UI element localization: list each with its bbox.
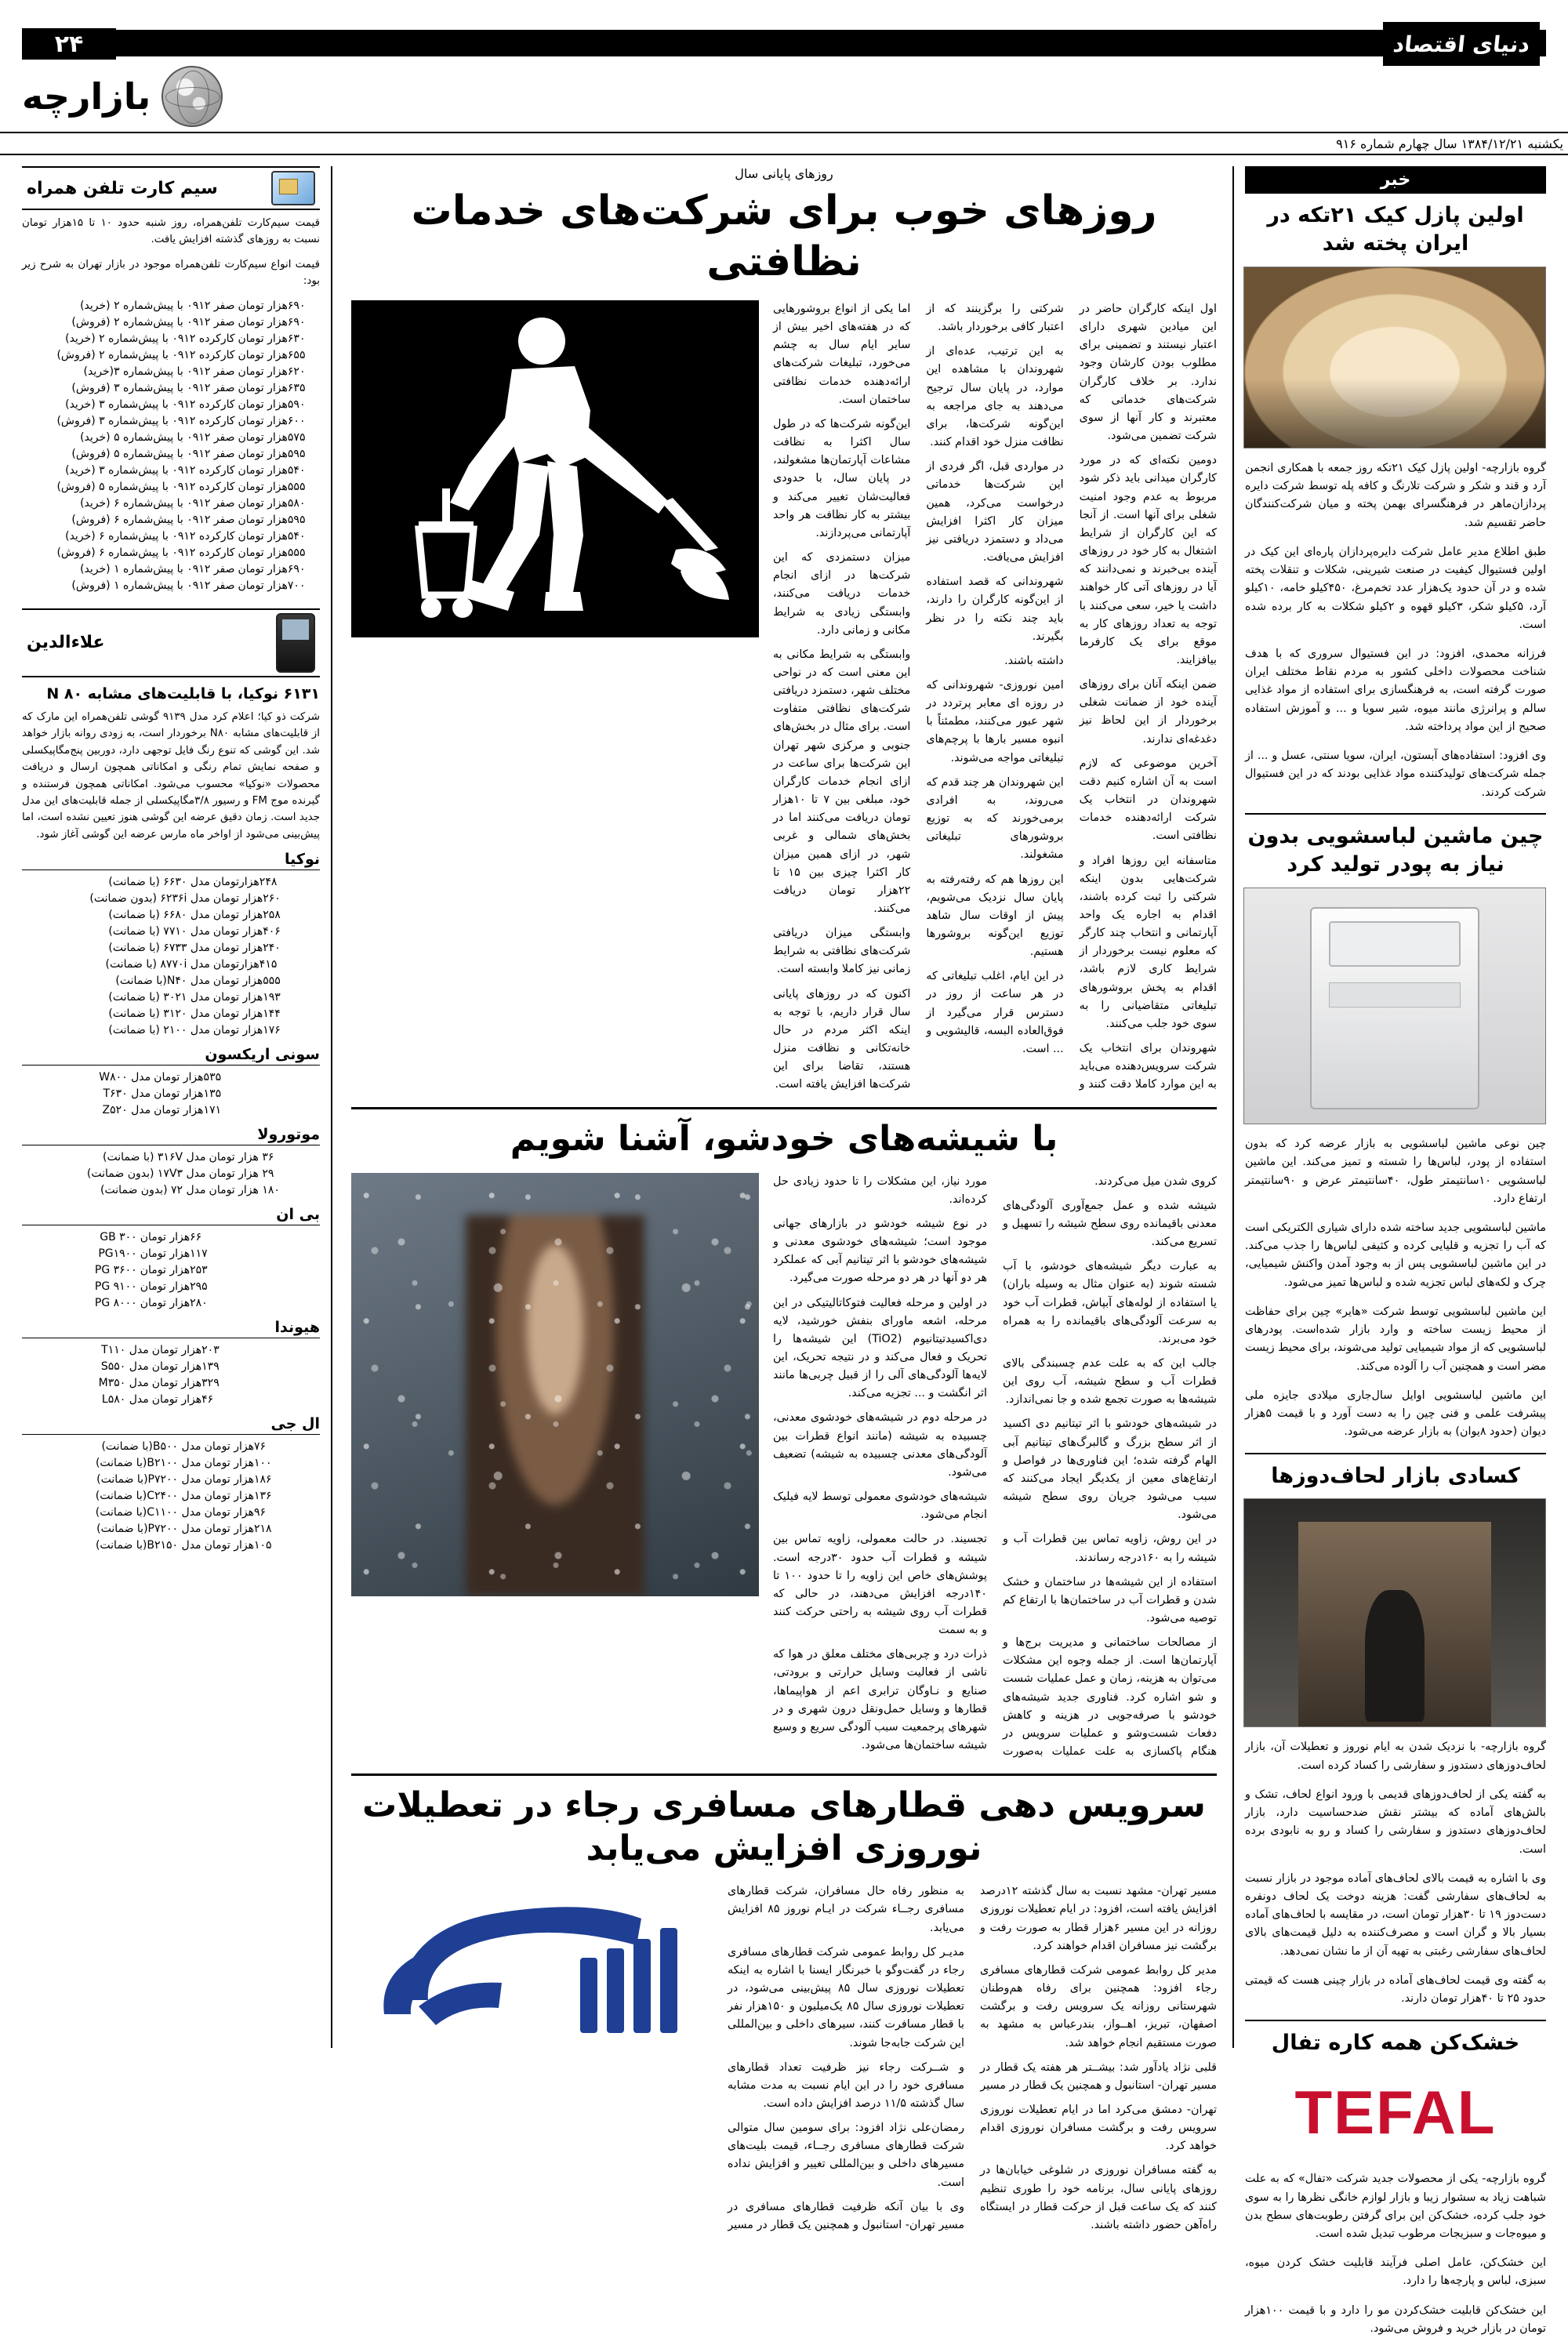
washer-photo <box>1243 888 1546 1124</box>
price-value: ۱۹۳هزار تومان <box>212 990 281 1004</box>
table-row <box>22 873 320 890</box>
table-row <box>22 1245 320 1262</box>
table-row <box>22 1069 320 1085</box>
brand-hyundai-label: هیوندا <box>22 1319 320 1338</box>
table-row <box>22 314 320 331</box>
article-kicker: روزهای پایانی سال <box>735 166 833 181</box>
price-value: ۲۹۵هزار تومان <box>140 1280 208 1293</box>
table-row <box>22 1294 320 1311</box>
table-row <box>22 1537 320 1553</box>
article-paragraph: این شهروندان هر چند قدم که می‌روند، به افرادی برمی‌خورند که به توزیع بروشورهای تبلیغاتی مشغولند. <box>926 775 1064 862</box>
brief-title: چین ماشین لباسشویی بدون نیاز به پودر تولید کرد <box>1247 824 1544 877</box>
alaeddin-title: علاءالدین <box>27 633 105 653</box>
price-value: ۴۶هزار تومان <box>151 1392 214 1406</box>
article-paragraph: شهروندانی که قصد استفاده از این‌گونه کارگران را دارند، باید چند نکته را در نظر بگیرند. <box>926 575 1064 643</box>
table-row <box>22 939 320 956</box>
table-row <box>22 1358 320 1374</box>
sim-card-note: قیمت سیم‌کارت تلفن‌همراه، روز شنبه حدود ۱۰ تا ۱۵هزار تومان نسبت به روزهای گذشته افزایش یافت. <box>22 217 320 246</box>
price-label: مدل T۶۳۰ <box>103 1087 151 1100</box>
table-row <box>22 545 320 561</box>
price-value: ۶۹۰هزار تومان <box>238 300 306 313</box>
article-paragraph: وابستگی به شرایط مکانی به این معنی است که در نواحی مختلف شهر، دستمزد دریافتی شرکت‌های نظافتی متفاوت است. برای مثال در بخش‌های جنوبی و مرکزی شهر تهران این شرکت‌ها برای ساعت در ازای انجام خدمات کارگران خود، مبلغی بین ۷ تا ۱۰هزار تومان دریافت می‌کنند اما در بخش‌های شمالی و غربی شهر، در ازای همین میزان کار اکثرا چیزی بین ۱۵ تا ۲۲هزار تومان دریافت می‌کنند. <box>773 648 911 915</box>
price-label: مدل ۷۲ (بدون ضمانت) <box>100 1183 206 1196</box>
brief-paragraph: به گفته یکی از لحاف‌دوزهای قدیمی با ورود انواع لحاف، تشک و بالش‌های آماده که بیشتر نقش ضدحساسیت دارد، بازار لحاف‌دوزهای دستدوز و سفارشی را کساد و رو به نابودی برده است. <box>1245 1788 1546 1856</box>
price-label: کارکرده ۰۹۱۲ با پیش‌شماره ۶ (خرید) <box>65 530 235 543</box>
sim-card-price-table <box>22 298 320 594</box>
price-label: کارکرده ۰۹۱۲ با پیش‌شماره ۳ (فروش) <box>56 415 235 428</box>
brief-paragraph: چین نوعی ماشین لباسشویی به بازار عرضه کرد که بدون استفاده از پودر، لباس‌ها را شسته و تمیز می‌کند. این ماشین لباسشویی ۱۰سانتیمتر طول، ۴۰سانتیمتر عرض و ۹۰سانتیمتر ارتفاع دارد. <box>1245 1138 1546 1205</box>
price-label: صفر ۰۹۱۲ با پیش‌شماره ۱ (فروش) <box>71 579 235 593</box>
price-label: کارکرده ۰۹۱۲ با پیش‌شماره ۶ (فروش) <box>56 546 235 560</box>
price-label: مدل B۲۱۵۰(با ضمانت) <box>95 1538 201 1552</box>
price-label: GB ۳۰۰ <box>100 1230 137 1243</box>
price-label: مدل T۱۱۰ <box>101 1343 149 1356</box>
article-paragraph: این‌گونه شرکت‌ها که در طول سال اکثرا به نظافت مشاعات آپارتمان‌ها مشغولند، در پایان سال، با حدودی فعالیت‌شان تغییر می‌کند و بیشتر به کار نظافت هر واحد آپارتمانی می‌پردازند. <box>773 417 911 539</box>
price-value: ۲۰۳هزار تومان <box>151 1343 220 1356</box>
price-label: مدل B۲۱۰۰(با ضمانت) <box>95 1456 201 1469</box>
globe-icon <box>162 66 223 127</box>
price-label: مدل Z۵۲۰ <box>102 1103 151 1116</box>
table-row <box>22 578 320 594</box>
briefs-section-label: خبر <box>1245 166 1546 194</box>
price-value: ۱۳۵هزار تومان <box>154 1087 222 1100</box>
brief-paragraph: به گفته وی قیمت لحاف‌های آماده در بازار چینی هست که قیمتی حدود ۲۵ تا ۴۰هزار تومان دارند. <box>1245 1974 1546 2006</box>
price-value: ۱۴۴هزار تومان <box>212 1007 281 1020</box>
article-paragraph: در شیشه‌های خودشو با اثر تیتانیم دی اکسید از اثر سطح بزرگ و گالبرگ‌های تیتانیم آبی الهام گرفته شده؛ این فناوری‌ها در فواصل و ارتفاع‌های معین از یکدیگر ایجاد می‌کنند که سبب می‌شود جریان روی سطح شیشه می‌شود. <box>1003 1418 1217 1522</box>
price-value: ۴۰۶هزار تومان <box>212 924 281 938</box>
article-paragraph: در مرحله دوم در شیشه‌های خودشوی معدنی، چسبیده به شیشه (مانند انواع قطرات بین آلودگی‌های معدنی چسبیده به شیشه) تضعیف می‌شود. <box>773 1411 987 1479</box>
article-paragraph: در اولین و مرحله فعالیت فتوکاتالیتیکی در این مرحله، اشعه ماورای بنفش خورشید، لایه دی‌اکسیدتیتانیوم (TiO2) این شیشه‌ها را تحریک و فعال می‌کند و در نتیجه تحریک، این لایه‌ها آلودگی‌های آلی را از قبیل چربی‌ها مانند اثر انگشت و ... تجزیه می‌کند. <box>773 1296 987 1400</box>
divider <box>1245 813 1546 815</box>
article-paragraph: دومین نکته‌ای که در مورد کارگران میدانی باید ذکر شود مربوط به عدم وجود امنیت شغلی برای آنها است. از آنجا که این کارگران از شرایط اشتغال به کار خود در روزهای آینده بی‌خبرند و نمی‌دانند که آیا در روزهای آتی کار خواهند داشت یا خیر، سعی می‌کنند با توجه به تعداد روزهای کار به موقع برای یک کارفرما بیافزایند. <box>1079 454 1217 666</box>
price-label: مدل ۳۱۶V (با ضمانت) <box>103 1150 206 1164</box>
price-value: ۶۶هزار تومان <box>140 1230 202 1243</box>
second-article-body <box>773 1173 1217 1762</box>
price-label: PG ۸۰۰۰ <box>94 1296 137 1309</box>
price-value: ۹۶هزار تومان <box>204 1505 266 1519</box>
table-row <box>22 1487 320 1504</box>
price-value: ۱۷۶هزار تومان <box>212 1023 281 1036</box>
price-label: کارکرده ۰۹۱۲ با پیش‌شماره ۲ (فروش) <box>56 349 235 362</box>
article-paragraph: به عبارت دیگر شیشه‌های خودشو، با آب شسته شوند (به عنوان مثال به وسیله باران) یا استفاده از لوله‌های آبپاش، قطرات آب خود به سرعت آلودگی‌های باقیمانده را به همراه خود می‌برند. <box>1003 1260 1217 1345</box>
price-label: مدل ۷۷۱۰ (با ضمانت) <box>108 924 210 938</box>
price-label: صفر ۰۹۱۲ با پیش‌شماره ۳(خرید) <box>83 365 235 379</box>
masthead <box>22 0 1546 118</box>
price-value: ۳۲۹هزار تومان <box>151 1376 220 1389</box>
brief-paragraph: این خشک‌کن قابلیت خشک‌کردن مو را دارد و با قیمت ۱۰۰هزار تومان در بازار خرید و فروش می‌شود. <box>1245 2304 1546 2336</box>
brand-sony-ericsson-label: سونی اریکسون <box>22 1046 320 1066</box>
article-paragraph: به این ترتیب، عده‌ای از شهروندان با مشاهده این موارد، در پایان سال ترجیح می‌دهند به جای مراجعه به این‌گونه شرکت‌ها، برای نظافت منزل خود اقدام کنند. <box>926 345 1064 449</box>
article-paragraph: و شــرکت رجاء نیز ظرفیت تعداد قطارهای مسافری خود را در این ایام نسبت به مدت مشابه سال گذشته ۱۱/۵ درصد افزایش داده است. <box>728 2060 964 2110</box>
brief-paragraph: گروه بازارچه- اولین پازل کیک ۲۱تکه روز جمعه با همکاری انجمن آرد و قند و شکر و شرکت تلارنگ و کافه پله توسط شرکت دایره پردازان‌ماهر در فرهنگسرای بهمن پخته و میان شرکت‌کنندگان حاضر تقسیم شد. <box>1245 462 1546 529</box>
price-label: کارکرده ۰۹۱۲ با پیش‌شماره ۳ (خرید) <box>65 464 235 477</box>
table-row <box>22 1022 320 1038</box>
brief-title: خشک‌کن همه کاره تفال <box>1271 2030 1520 2055</box>
content-grid <box>22 166 1546 2336</box>
price-value: ۲۶۰هزار تومان <box>212 891 281 905</box>
alaeddin-body: شرکت ذو کیا؛ اعلام کرد مدل ۹۱۳۹ گوشی تلفن‌همراه این مارک که از قابلیت‌های مشابه N۸۰ برخوردار است، به زودی روانه بازار خواهد شد. این گوشی که تنوع رنگ فایل توجهی دارد، دوربین پنج‌مگاپیکسلی و صفحه نمایش تمام رنگی و امکاناتی همچون ارسال و دریافت محصولات «نوکیا» محسوب می‌شود. امکاناتی همچون فرستنده و گیرنده موج FM و رسیور ۳/۸مگاپیکسلی از جمله قابلیت‌های این مدل جدید است. زمان دقیق عرضه این گوشی هنوز تعیین نشده است، اما پیش‌بینی می‌شود از اواخر ماه مارس عرضه این گوشی آغاز شود. <box>22 710 320 840</box>
price-value: ۵۹۰هزار تومان <box>238 398 306 412</box>
article-paragraph: ذرات درد و چربی‌های مختلف معلق در هوا که ناشی از فعالیت وسایل حرارتی و برودتی، صنایع و نـاوگان ترابری اعم از هواپیماها، قطارها و وسایل حمل‌ونقل درون شهری و در شهرهای پرجمعیت سبب آلودگی سریع و وسیع شیشه ساختمان‌ها می‌شود. <box>773 1648 987 1752</box>
brief-body <box>1245 2170 1546 2338</box>
rajaa-train-logo <box>351 1882 712 2063</box>
table-row <box>22 1341 320 1358</box>
price-value: ۶۰۰هزار تومان <box>238 415 306 428</box>
table-row <box>22 923 320 939</box>
brief-paragraph: طبق اطلاع مدیر عامل شرکت دایره‌پردازان پاره‌ای این کیک در اولین فستیوال کیفیت در صنعت شیرینی، شکلات و تنقلات پخته شده و در آن حدود یک‌هزار عدد تخم‌مرغ، ۴۵۰کیلو خامه، ۱۰کیلو آرد، ۵کیلو شکر، ۳کیلو قهوه و ۲کیلو شکلات به کار برده شده است. <box>1245 546 1546 631</box>
table-row <box>22 380 320 397</box>
price-value: ۶۵۵هزار تومان <box>238 349 306 362</box>
price-value: ۶۲۰هزار تومان <box>238 365 306 379</box>
article-paragraph: شهروندان برای انتخاب یک شرکت سرویس‌دهنده می‌باید به این موارد کاملا دقت کنند و شرکتی را برگزینند که از اعتبار کافی برخوردار باشد. <box>926 303 1217 1091</box>
article-paragraph: در مواردی قبل، اگر فردی از این شرکت‌ها خدماتی درخواست می‌کرد، همین میزان کار اکثرا افزایش می‌داد و دستمزد دریافتی نیز افزایش می‌یافت. <box>926 460 1064 565</box>
divider <box>1245 1453 1546 1454</box>
price-value: ۵۵۵هزار تومان <box>238 546 306 560</box>
table-row <box>22 1102 320 1118</box>
price-label: مدل L۵۸۰ <box>101 1392 149 1406</box>
price-label: مدل C۲۴۰۰(با ضمانت) <box>95 1489 201 1502</box>
price-label: مدل W۸۰۰ <box>99 1070 151 1084</box>
article-paragraph: میزان دستمزدی که این شرکت‌ها در ازای انجام خدمات دریافت می‌کنند، وابستگی زیادی به شرایط مکانی و زمانی دارد. <box>773 551 911 637</box>
article-paragraph: ضمن اینکه آنان برای روزهای آینده خود از ضمانت شغلی برخوردار از این لحاظ نیز دغدغه‌ای ندارند. <box>1079 678 1217 746</box>
article-paragraph: مدیر کل روابط عمومی شرکت قطارهای مسافری رجاء افزود: همچنین برای رفاه هم‌وطنان شهرستانی روزانه یک سرویس رفت و برگشت اصفهان، تبریز، اهــواز، بندرعباس به مشهد به صورت مستقیم انجام خواهد شد. <box>980 1963 1217 2049</box>
table-row <box>22 956 320 972</box>
table-row <box>22 364 320 380</box>
price-label: مدل ۶۶۸۰ (با ضمانت) <box>108 908 210 921</box>
article-paragraph: تجسیند. در حالت معمولی، زاویه تماس بین شیشه و قطرات آب حدود ۳۰درجه است. پوشش‌های خاص این زاویه را تا حدود ۱۰۰ تا ۱۴۰درجه افزایش می‌دهند، در حالی که قطرات آب روی شیشه به راحتی حرکت کنند و به سمت <box>773 1533 987 1637</box>
price-value: ۲۱۸هزار تومان <box>204 1522 272 1535</box>
article-paragraph: داشته باشند. <box>1004 654 1064 667</box>
article-paragraph: وابستگی میزان دریافتی شرکت‌های نظافتی به شرایط زمانی نیز کاملا وابسته است. <box>773 927 911 976</box>
article-paragraph: رمضان‌علی نژاد افزود: برای سومین سال متوالی شرکت قطارهای مسافری رجــاء، قیمت بلیت‌های مسیرهای داخلی و بین‌المللی تغییر و افزایش نداده است. <box>728 2122 964 2189</box>
price-value: ۵۸۰هزار تومان <box>238 497 306 510</box>
price-value: ۲۵۳هزار تومان <box>140 1263 208 1276</box>
section-header <box>22 67 351 125</box>
news-briefs-column <box>1232 166 1546 2336</box>
price-label: صفر ۰۹۱۲ با پیش‌شماره ۶ (فروش) <box>71 514 235 527</box>
price-label: صفر ۰۹۱۲ با پیش‌شماره ۲ (فروش) <box>71 316 235 329</box>
article-paragraph: به گفته مسافران نوروزی در شلوغی خیابان‌ها در روزهای پایانی سال، برنامه خود را طوری تنظیم کنند که یک ساعت قبل از حرکت قطار در ایستگاه راه‌آهن حضور داشته باشند. <box>980 2164 1217 2231</box>
tefal-logo: TEFAL <box>1294 2077 1497 2147</box>
newspaper-logo <box>1383 22 1540 66</box>
price-value: ۵۳۵هزار تومان <box>154 1070 222 1084</box>
table-row <box>22 1085 320 1102</box>
main-headline: روزهای خوب برای شرکت‌های خدمات نظافتی <box>411 187 1157 285</box>
table-row <box>22 561 320 578</box>
dateline <box>0 132 1568 155</box>
brand-lg-label: ال جی <box>22 1415 320 1435</box>
table-row <box>22 1182 320 1198</box>
price-label: مدل ۳۱۲۰ (با ضمانت) <box>108 1007 210 1020</box>
price-label: مدل S۵۵۰ <box>100 1360 149 1373</box>
article-paragraph: این روزها هم که رفته‌رفته به پایان سال نزدیک می‌شویم، پیش از اوقات سال شاهد توزیع این‌گونه بروشورها هستیم. <box>926 873 1064 959</box>
brief-paragraph: فرزانه محمدی، افزود: در این فستیوال سروری که با هدف شناخت محصولات داخلی کشور به مردم نقاط مختلف ایران صورت گرفته است، به فرهنگسازی برای استفاده از مواد غذایی سالم و پرانرژی مانند میوه، شیر سویا و ... و آموزش استفاده صحیح از این مواد پرداخته شد. <box>1245 648 1546 733</box>
brief-paragraph: گروه بازارچه- با نزدیک شدن به ایام نوروز و تعطیلات آن، بازار لحاف‌دوزهای دستدوز و سفارشی را کساد کرده است. <box>1245 1741 1546 1772</box>
main-article-column <box>351 166 1217 2231</box>
sim-card-title: سیم کارت تلفن همراه <box>27 178 218 198</box>
price-label: مدل ۶۷۳۳ (با ضمانت) <box>108 941 210 954</box>
price-value: ۱۸۰ هزار تومان <box>209 1183 280 1196</box>
price-value: ۲۵۸هزار تومان <box>212 908 281 921</box>
brief-body <box>1245 1738 1546 2008</box>
brand-hyundai-table <box>22 1341 320 1407</box>
table-row <box>22 479 320 496</box>
price-value: ۱۸۶هزار تومان <box>204 1472 272 1486</box>
article-paragraph: وی با بیان آنکه ظرفیت قطارهای مسافری در مسیر تهران- استانبول و همچنین یک قطار در مسیر <box>728 2200 964 2231</box>
cleaner-silhouette-photo <box>351 300 759 637</box>
table-row <box>22 1165 320 1182</box>
brief-paragraph: این خشک‌کن، عامل اصلی فرآیند قابلیت خشک کردن میوه، سبزی، لباس و پارچه‌ها را دارد. <box>1245 2256 1546 2288</box>
price-value: ۲۹ هزار تومان <box>209 1167 274 1180</box>
article-paragraph: جالب این که به علت عدم چسبندگی بالای قطرات آب و سطح شیشه، آب روی این شیشه‌ها به صورت تجمع شده و جا نمی‌اندازد. <box>1003 1356 1217 1407</box>
table-row <box>22 1374 320 1391</box>
brief-body <box>1245 459 1546 802</box>
third-article-body <box>728 1882 1217 2241</box>
price-label: صفر ۰۹۱۲ با پیش‌شماره ۱ (خرید) <box>80 563 235 576</box>
price-value: ۷۶هزار تومان <box>204 1439 266 1453</box>
article-paragraph: از مصالحات ساختمانی و مدیریت برج‌ها و آپارتمان‌ها است. از جمله وجوه این مشکلات می‌توان به هزینه، زمان و عمل عملیات شست و شو اشاره کرد. فناوری جدید شیشه‌های خودشو با صرفه‌جویی در هزینه و کاهش دفعات شست‌وشو و عملیات سرویس در هنگام پاکسازی به علت عملیات به‌صورت مورد نیاز، این مشکلات را تا حدود زیادی حل کرده‌اند. <box>773 1174 1217 1759</box>
table-row <box>22 1438 320 1454</box>
mobile-phone-icon <box>276 613 315 673</box>
price-value: ۵۴۰هزار تومان <box>238 530 306 543</box>
price-label: مدل M۳۵۰ <box>98 1376 149 1389</box>
table-row <box>22 397 320 413</box>
brief-paragraph: وی با اشاره به قیمت بالای لحاف‌های آماده موجود در بازار نسبت به لحاف‌های سفارشی گفت: هزینه دوخت یک لحاف دونفره دست‌دوز ۱۹ تا ۳۰هزار تومان است، در مقایسه با لحاف‌های آماده بسیار بالا و گران است و مصرف‌کننده به دلیل قیمت‌های بالای لحاف‌های سفارشی رغبتی به تهیه آن از ما نشان نمی‌دهد. <box>1245 1871 1546 1958</box>
price-value: ۲۸۰هزار تومان <box>140 1296 208 1309</box>
price-label: صفر ۰۹۱۲ با پیش‌شماره ۶ (خرید) <box>80 497 235 510</box>
divider <box>1245 2020 1546 2021</box>
table-row <box>22 496 320 512</box>
price-value: ۶۳۰هزار تومان <box>238 332 306 346</box>
brief-title: کسادی بازار لحاف‌دوزها <box>1271 1463 1520 1488</box>
price-label: PG۱۹۰۰ <box>98 1247 137 1260</box>
price-value: ۶۳۵هزار تومان <box>238 382 306 395</box>
brief-body <box>1245 1135 1546 1441</box>
article-paragraph: شیشه شده و عمل جمع‌آوری آلودگی‌های معدنی باقیمانده روی سطح شیشه را تسهیل و تسریع می‌کند. <box>1003 1199 1217 1249</box>
price-label: مدل ۱۷V۳ (بدون ضمانت) <box>86 1167 206 1180</box>
article-paragraph: متاسفانه این روزها افراد و شرکت‌هایی بدون اینکه شرکتی را ثبت کرده باشند، اقدام به اجاره یک واحد آپارتمانی و انتخاب چند کارگر که معلوم نیست برخوردار از شرایط کاری لازم باشد، اقدام به پخش بروشورهای تبلیغاتی متقاضیانی را به سوی خود جلب می‌کنند. <box>1079 854 1217 1030</box>
table-row <box>22 331 320 347</box>
price-label: مدل ۶۲۳۶i (بدون ضمانت) <box>89 891 210 905</box>
price-label: صفر ۰۹۱۲ با پیش‌شماره ۵ (فروش) <box>71 448 235 461</box>
price-value: ۱۱۷هزار تومان <box>140 1247 208 1260</box>
price-value: ۲۴۰هزار تومان <box>212 941 281 954</box>
price-label: مدل ۶۶۳۰ (با ضمانت) <box>108 875 210 888</box>
price-value: ۱۳۹هزار تومان <box>151 1360 220 1373</box>
price-label: کارکرده ۰۹۱۲ با پیش‌شماره ۵ (فروش) <box>56 481 235 494</box>
table-row <box>22 512 320 528</box>
article-paragraph: امین نوروزی- شهروندانی که در روزه ای معابر پرتردد در شهر عبور می‌کنند، مطمئناً با انبوه مسیر بارها با پرچم‌های تبلیغاتی مواجه می‌شوند. <box>926 678 1064 764</box>
article-paragraph: تهران- دمشق می‌کرد اما در ایام تعطیلات نوروزی سرویس رفت و برگشت مسافران نوروزی اقدام خواهد کرد. <box>980 2103 1217 2153</box>
article-paragraph: در نوع شیشه خودشو در بازارهای جهانی موجود است؛ شیشه‌های خودشوی معدنی و شیشه‌های خودشو با اثر تیتانیم آبی که عملکرد هر دو آنها در هر دو مرحله صورت می‌گیرد. <box>773 1217 987 1285</box>
brief-paragraph: وی افزود: استفاده‌های آبستون، ایران، سویا سنتی، عسل و ... از جمله شرکت‌های تولیدکننده مواد غذایی بودند که در این فستیوال شرکت کردند. <box>1245 750 1546 799</box>
table-row <box>22 1454 320 1471</box>
table-row <box>22 446 320 463</box>
price-label: مدل ۳۰۲۱ (با ضمانت) <box>108 990 210 1004</box>
price-label: مدل P۷۲۰۰(با ضمانت) <box>96 1522 201 1535</box>
price-label: PG ۹۱۰۰ <box>94 1280 137 1293</box>
article-paragraph: کروی شدن میل می‌کردند. <box>1094 1174 1217 1188</box>
article-paragraph: آخرین موضوعی که لازم است به آن اشاره کنیم دقت شهروندان در انتخاب یک شرکت ارائه‌دهنده خدمات نظافتی است. <box>1079 757 1217 843</box>
brand-benq-table <box>22 1229 320 1311</box>
newspaper-logo-text: دنیای اقتصاد <box>1392 31 1531 57</box>
article-paragraph: استفاده از این شیشه‌ها در ساختمان و خشک شدن و قطرات آب در ساختمان‌ها با ارتفاع کم توصیه می‌شود. <box>1003 1575 1217 1625</box>
brief-paragraph: گروه بازارچه- یکی از محصولات جدید شرکت «تفال» که به علت شباهت زیاد به سشوار زیبا و بازار لوازم خانگی نظرها را به سوی خود جلب کرده، خشک‌کن این برای گرفتن رطوبت‌های سطح بدن و میوه‌جات و سبزیجات مرطوب تبدیل شده است. <box>1245 2173 1546 2240</box>
rain-glass-photo <box>351 1173 759 1596</box>
article-paragraph: اما یکی از انواع بروشورهایی که در هفته‌های اخیر بیش از سایر ایام سال به چشم می‌خورد، تبلیغات شرکت‌های ارائه‌دهنده خدمات نظافتی ساختمان است. <box>773 303 911 406</box>
article-paragraph: در این روش، زاویه تماس بین قطرات آب و شیشه را به ۱۶۰درجه رساندند. <box>1003 1533 1217 1564</box>
brief-paragraph: این ماشین لباسشویی توسط شرکت «هایر» چین برای حفاظت از محیط زیست ساخته و وارد بازار شده‌است. پودرهای لباسشویی که از مواد شیمیایی تولید می‌شوند، برای محیط زیست مضر است و همچنین آب را آلوده می‌کند. <box>1245 1305 1546 1373</box>
price-label: صفر ۰۹۱۲ با پیش‌شماره ۵ (خرید) <box>80 431 235 445</box>
article-paragraph: مدیـر کل روابط عمومی شرکت قطارهای مسافری رجاء در گفت‌وگو با خبرنگار ایسنا با اشاره به اینکه تعطیلات نوروزی سال ۸۵ پیش‌بینی می‌شود، در تعطیلات نوروزی سال ۸۵ یک‌میلیون و ۱۵۰هزار نفر با قطار مسافرت کنند، سیرهای داخلی و بین‌المللی این شرکت جابه‌جا شوند. <box>728 1945 964 2049</box>
price-value: ۷۰۰هزار تومان <box>238 579 306 593</box>
table-row <box>22 1278 320 1294</box>
price-value: ۱۰۵هزار تومان <box>204 1538 272 1552</box>
table-row <box>22 989 320 1005</box>
price-value: ۵۹۵هزار تومان <box>238 514 306 527</box>
shop-photo <box>1243 1498 1546 1727</box>
price-label: PG ۳۶۰۰ <box>94 1263 137 1276</box>
main-article-body <box>773 300 1217 1095</box>
brief-item <box>1245 201 1546 802</box>
price-label: صفر ۰۹۱۲ با پیش‌شماره ۲ (خرید) <box>80 300 235 313</box>
brief-item <box>1245 2029 1546 2338</box>
price-value: ۱۷۱هزار تومان <box>154 1103 222 1116</box>
table-row <box>22 1262 320 1278</box>
sim-card-icon <box>271 171 315 205</box>
price-tables-column <box>22 166 332 2048</box>
price-label: مدل P۷۲۰۰(با ضمانت) <box>96 1472 201 1486</box>
brand-motorola-label: موتورولا <box>22 1126 320 1145</box>
table-row <box>22 413 320 430</box>
article-paragraph: قلبی نژاد یادآور شد: بیشــتر هر هفته یک قطار در مسیر تهران- استانبول و همچنین یک قطار در مسیر <box>980 2060 1217 2092</box>
table-row <box>22 1520 320 1537</box>
price-label: مدل ۸۷۷۰i (با ضمانت) <box>105 957 210 971</box>
table-row <box>22 347 320 364</box>
table-row <box>22 906 320 923</box>
divider <box>351 1773 1217 1776</box>
article-paragraph: مسیر تهران- مشهد نسبت به سال گذشته ۱۲درصد افزایش یافته است، افزود: در ایام تعطیلات نوروزی روزانه در این مسیر ۶هزار قطار به صورت رفت و برگشت نیز مسافران اقدام خواهند کرد. <box>980 1885 1217 1952</box>
price-label: صفر ۰۹۱۲ با پیش‌شماره ۳ (فروش) <box>71 382 235 395</box>
brief-item <box>1245 1462 1546 2009</box>
brief-title: اولین پازل کیک ۲۱تکه در ایران پخته شد <box>1267 203 1524 256</box>
price-value: ۲۴۸هزارتومان <box>212 875 278 888</box>
article-paragraph: اکنون که در روزهای پایانی سال قرار داریم، با توجه به اینکه اکثر مردم در حال خانه‌تکانی و نظافت منزل هستند، تقاضا برای این شرکت‌ها افزایش یافته است. <box>773 987 911 1091</box>
price-value: ۵۹۵هزار تومان <box>238 448 306 461</box>
article-paragraph: اول اینکه کارگران حاضر در این میادین شهری دارای اعتبار نیستند و تضمینی برای مطلوب بودن کارشان وجود ندارد. بر خلاف کارگران شرکت‌های خدماتی که معتبرند و کار آنها از سوی شرکت تضمین می‌شود. <box>1079 303 1217 443</box>
brand-sony-ericsson-table <box>22 1069 320 1118</box>
sim-card-header <box>22 166 320 210</box>
price-label: کارکرده ۰۹۱۲ با پیش‌شماره ۲ (خرید) <box>65 332 235 346</box>
price-value: ۵۷۵هزار تومان <box>238 431 306 445</box>
price-value: ۱۰۰هزار تومان <box>204 1456 272 1469</box>
table-row <box>22 1391 320 1407</box>
price-label: مدل ۲۱۰۰ (با ضمانت) <box>108 1023 210 1036</box>
table-row <box>22 463 320 479</box>
brief-paragraph: ماشین لباسشویی جدید ساخته شده دارای شیاری الکتریکی است که آب را تجزیه و قلیایی کرده و کثیفی لباس‌ها را جذب می‌کند. در این ماشین لباسشویی پس از به وجود آمدن واکنش شیمیایی، چرک و لکه‌های لباس تجزیه شده و لباس‌ها تمیز می‌شود. <box>1245 1222 1546 1289</box>
price-value: ۱۳۶هزار تومان <box>204 1489 272 1502</box>
brand-motorola-table <box>22 1149 320 1198</box>
price-label: مدل N۴۰(با ضمانت) <box>115 974 210 987</box>
price-label: کارکرده ۰۹۱۲ با پیش‌شماره ۳ (خرید) <box>65 398 235 412</box>
divider <box>351 1107 1217 1109</box>
brand-nokia-label: نوکیا <box>22 851 320 870</box>
price-value: ۶۹۰هزار تومان <box>238 563 306 576</box>
price-value: ۵۵۵هزار تومان <box>238 481 306 494</box>
table-row <box>22 1471 320 1487</box>
sim-card-subnote: قیمت انواع سیم‌کارت تلفن‌همراه موجود در بازار تهران به شرح زیر بود: <box>22 258 320 288</box>
brand-nokia-table <box>22 873 320 1038</box>
alaeddin-headline: ۶۱۳۱ نوکیا، با قابلیت‌های مشابه N ۸۰ <box>46 684 320 702</box>
table-row <box>22 298 320 314</box>
third-headline: سرویس دهی قطارهای مسافری رجاء در تعطیلات نوروزی افزایش می‌یابد <box>362 1785 1206 1869</box>
page-number: ۲۴ <box>22 28 116 60</box>
brief-item <box>1245 822 1546 1441</box>
masthead-black-bar <box>22 30 1546 56</box>
brand-lg-table <box>22 1438 320 1553</box>
price-value: ۶۹۰هزار تومان <box>238 316 306 329</box>
price-value: ۴۱۵هزارتومان <box>212 957 278 971</box>
cake-photo <box>1243 267 1546 448</box>
price-label: مدل C۱۱۰۰(با ضمانت) <box>95 1505 201 1519</box>
article-paragraph: شیشه‌های خودشوی معمولی توسط لایه فیلیک انجام می‌شود. <box>773 1490 987 1522</box>
table-row <box>22 1504 320 1520</box>
table-row <box>22 430 320 446</box>
alaeddin-header <box>22 608 320 677</box>
price-value: ۳۶ هزار تومان <box>209 1150 274 1164</box>
table-row <box>22 890 320 906</box>
price-value: ۵۴۰هزار تومان <box>238 464 306 477</box>
section-title: بازارچه <box>22 75 151 118</box>
article-paragraph: در این ایام، اغلب تبلیغاتی که در هر ساعت از روز در دسترس قرار می‌گیرد از فوق‌العاده البسه، قالیشویی و ... است. <box>926 970 1064 1055</box>
table-row <box>22 1005 320 1022</box>
table-row <box>22 1229 320 1245</box>
table-row <box>22 528 320 545</box>
brand-benq-label: بی ان <box>22 1206 320 1225</box>
table-row <box>22 1149 320 1165</box>
article-paragraph: به منظور رفاه حال مسافران، شرکت قطارهای مسافری رجــاء شرکت در ایـام نوروز ۸۵ افزایش می‌یابد. <box>728 1885 964 1934</box>
table-row <box>22 972 320 989</box>
second-headline: با شیشه‌های خودشو، آشنا شویم <box>510 1118 1058 1159</box>
price-value: ۵۵۵هزار تومان <box>212 974 281 987</box>
brief-paragraph: این ماشین لباسشویی اوایل سال‌جاری میلادی جایزه ملی پیشرفت علمی و فنی چین را به دست آورد و با قیمت ۵هزار دیوان (حدود ۸یوان) به بازار عرضه می‌شود. <box>1245 1389 1546 1439</box>
price-label: مدل B۵۰۰(با ضمانت) <box>101 1439 201 1453</box>
dateline-text: یکشنبه ۱۳۸۴/۱۲/۲۱ سال چهارم شماره ۹۱۶ <box>1336 136 1563 151</box>
